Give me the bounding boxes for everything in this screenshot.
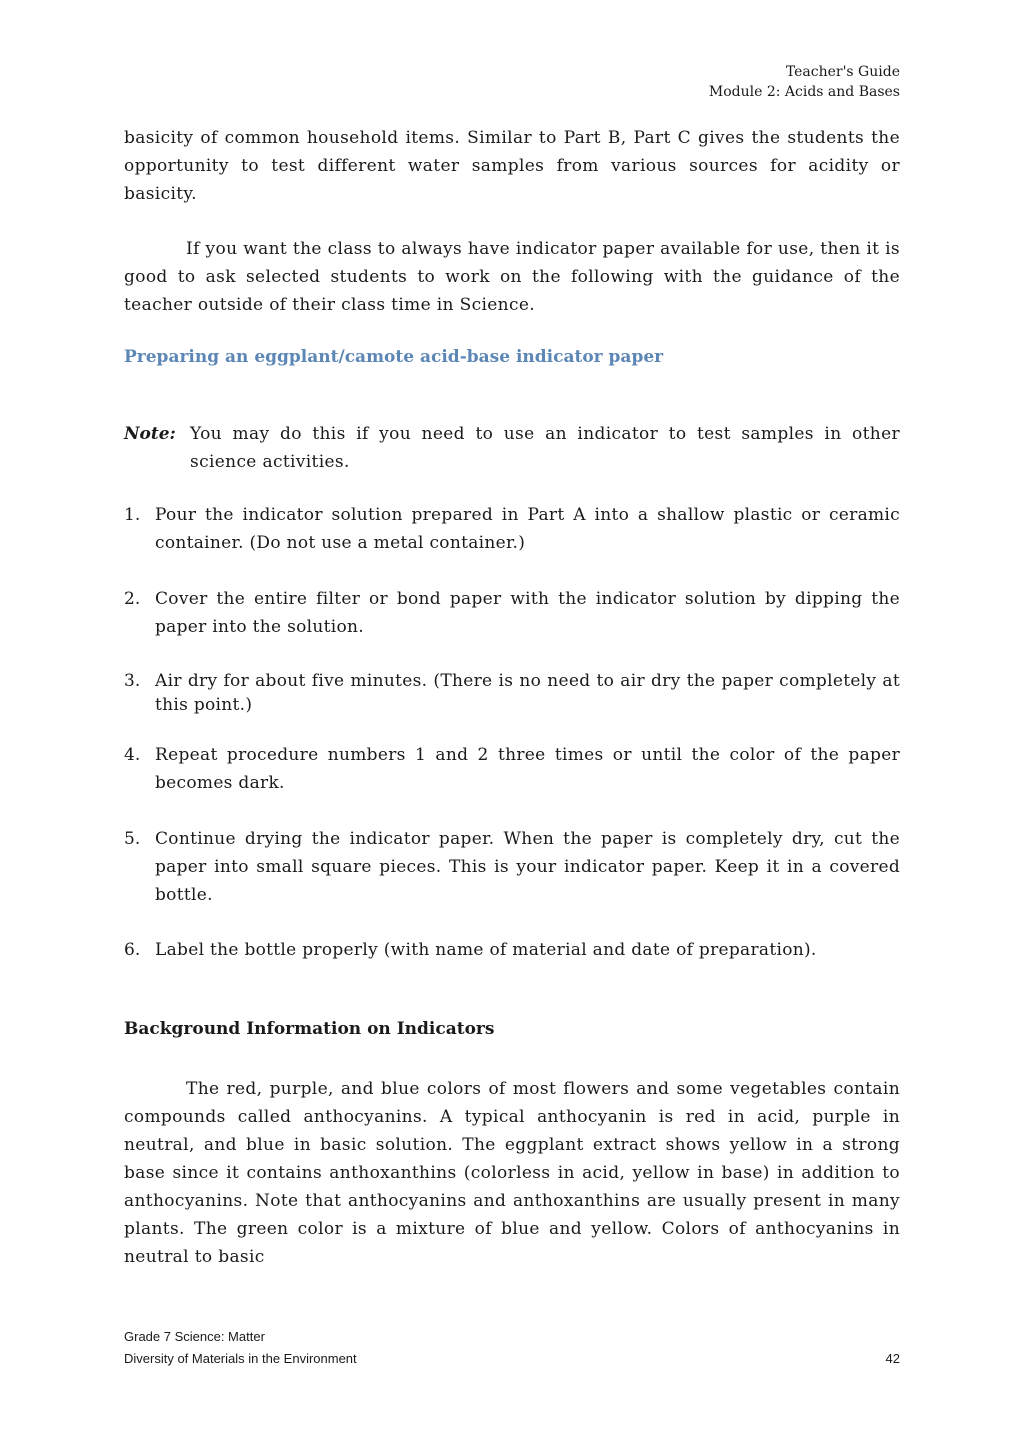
step-number: 1. <box>124 505 141 525</box>
page-footer <box>124 1326 900 1370</box>
background-paragraph: The red, purple, and blue colors of most flowers and some vegetables contain compounds called anthocyanins. A typical anthocyanin is red in acid, purple in neutral, and blue in basic solution. The eggplant extract shows yellow in a strong base since it contains anthoxanthins (colorless in acid, yellow in base) in addition to anthocyanins. Note that anthocyanins and anthoxanthins are usually present in many plants. The green color is a mixture of blue and yellow. Colors of anthocyanins in neutral to basic <box>124 1079 900 1267</box>
step-number: 2. <box>124 589 141 609</box>
step-number: 5. <box>124 829 141 849</box>
list-item <box>124 501 900 557</box>
section-heading-indicator-paper: Preparing an eggplant/camote acid-base indicator paper <box>124 347 664 367</box>
header-module-title: Module 2: Acids and Bases <box>708 84 900 100</box>
intro-paragraph-2: If you want the class to always have indicator paper available for use, then it is good to ask selected students to work on the following with the guidance of the teacher outside of their class time in Science. <box>124 239 900 315</box>
step-number: 4. <box>124 745 141 765</box>
header-guide-title: Teacher's Guide <box>785 64 900 80</box>
step-text: Air dry for about five minutes. (There is no need to air dry the paper completely at this point.) <box>155 671 900 715</box>
list-item <box>124 585 900 641</box>
intro-paragraph-1: basicity of common household items. Similar to Part B, Part C gives the students the opportunity to test different water samples from various sources for acidity or basicity. <box>124 128 900 204</box>
list-item <box>124 741 900 797</box>
step-text: Repeat procedure numbers 1 and 2 three times or until the color of the paper becomes dark. <box>155 745 900 793</box>
note-text: You may do this if you need to use an indicator to test samples in other science activities. <box>190 424 900 472</box>
list-item <box>124 825 900 909</box>
step-number: 6. <box>124 940 141 960</box>
step-number: 3. <box>124 671 141 691</box>
list-item <box>124 669 900 717</box>
step-text: Pour the indicator solution prepared in Part A into a shallow plastic or ceramic container. (Do not use a metal container.) <box>155 505 900 553</box>
step-text: Continue drying the indicator paper. When the paper is completely dry, cut the paper into small square pieces. This is your indicator paper. Keep it in a covered bottle. <box>155 829 900 905</box>
page-number: 42 <box>885 1351 900 1366</box>
note-label: Note: <box>124 424 176 444</box>
footer-unit-title: Diversity of Materials in the Environment <box>124 1351 357 1366</box>
footer-course-title: Grade 7 Science: Matter <box>124 1329 265 1344</box>
list-item <box>124 936 900 964</box>
step-text: Cover the entire filter or bond paper with the indicator solution by dipping the paper into the solution. <box>155 589 900 637</box>
section-heading-background: Background Information on Indicators <box>124 1019 495 1039</box>
page-header <box>709 62 900 102</box>
step-text: Label the bottle properly (with name of material and date of preparation). <box>155 940 817 960</box>
note-block <box>124 420 900 476</box>
